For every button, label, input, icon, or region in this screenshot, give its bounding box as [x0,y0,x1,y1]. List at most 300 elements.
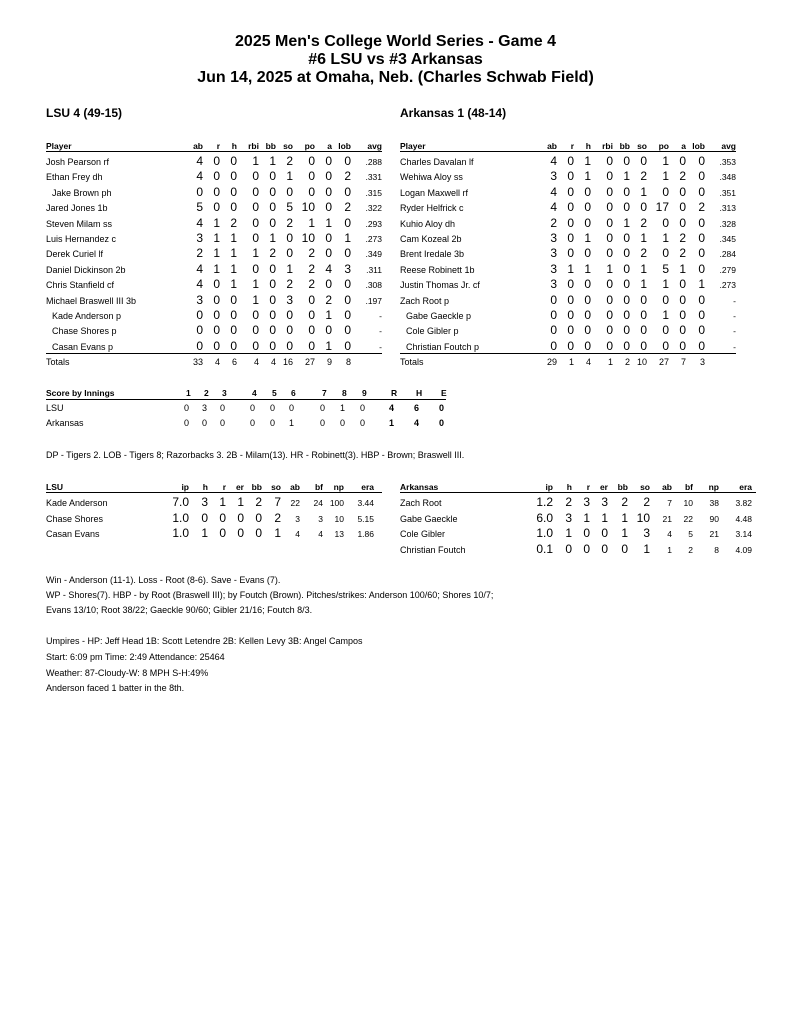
batter-avg: .288 [365,157,382,167]
batter-row [46,216,382,230]
inning-score: 0 [360,403,366,413]
batter-a: 2 [679,169,686,184]
batter-so: 0 [286,323,293,338]
rhe-header: E [441,388,447,398]
totals-ab: 33 [192,357,203,367]
batter-name: Cam Kozeal 2b [400,234,462,244]
batter-name: Justin Thomas Jr. cf [400,280,480,291]
batter-h: 0 [230,292,237,307]
batter-name: Luis Hernandez c [46,234,117,244]
inning-score: 0 [320,418,326,428]
pitcher-so: 7 [274,495,281,509]
weather-line: Weather: 87-Cloudy-W: 8 MPH S-H:49% [46,668,209,678]
batter-h: 0 [584,338,591,353]
batter-po: 0 [308,323,315,338]
totals-po: 27 [658,357,669,367]
header-ip: ip [181,482,189,492]
batter-rbi: 1 [252,154,259,168]
batter-r: 1 [213,231,220,245]
batter-r: 0 [567,338,574,353]
arkansas-team-heading: Arkansas 1 (48-14) [400,106,507,120]
pitcher-era: 1.86 [357,529,374,539]
batter-lob: 0 [698,308,705,322]
batter-po: 0 [662,184,669,199]
header-lob: lob [692,141,705,151]
batter-avg: .328 [719,218,736,229]
batter-so: 1 [286,261,293,276]
batter-name: Casan Evans p [52,341,114,352]
pitcher-np: 21 [709,529,719,539]
batter-so: 0 [286,308,293,322]
batter-avg: - [733,326,736,337]
batter-po: 1 [662,154,669,168]
batter-name: Chris Stanfield cf [46,280,115,291]
batter-rbi: 0 [252,231,259,245]
arkansas-pitching-table [400,481,756,561]
batter-r: 0 [213,292,220,307]
pitcher-name: Chase Shores [46,513,104,524]
totals-rbi: 1 [607,357,613,367]
batter-r: 0 [213,200,220,215]
header-ab: ab [290,482,300,492]
header-bf: bf [314,482,323,492]
lsu-team-heading: LSU 4 (49-15) [46,106,123,120]
batter-a: 0 [679,308,686,322]
header-po: po [304,141,315,151]
batter-po: 1 [662,231,669,245]
batter-rbi: 1 [606,261,613,276]
pitcher-h: 0 [565,541,572,556]
pitching-rule [400,492,756,493]
batter-ab: 5 [196,200,203,215]
batter-so: 0 [640,323,647,338]
batter-bb: 1 [269,231,276,245]
batter-avg: .353 [719,157,736,167]
linescore-team: LSU [46,403,64,413]
batter-a: 0 [325,200,332,215]
batter-so: 1 [286,169,293,184]
header-player: Player [400,141,426,151]
totals-r: 4 [214,357,220,367]
header-bb: bb [265,141,276,151]
decision-line: Win - Anderson (11-1). Loss - Root (8-6). Save - Evans (7). [46,575,281,585]
batter-row [46,185,382,199]
batter-po: 0 [308,308,315,322]
batter-bb: 0 [623,261,630,276]
batter-a: 1 [679,261,686,276]
pitcher-ab: 3 [295,513,300,524]
batter-bb: 0 [623,231,630,245]
batter-so: 1 [640,231,647,245]
batter-lob: 0 [698,323,705,338]
batter-name: Zach Root p [400,295,450,306]
batter-ab: 0 [550,292,557,307]
batter-lob: 0 [344,308,351,322]
batter-po: 1 [308,215,315,230]
batter-row [46,277,382,291]
inning-number: 4 [252,388,257,398]
pitcher-h: 3 [565,510,572,525]
batter-so: 2 [286,154,293,168]
batter-a: 4 [325,261,332,276]
pitcher-bf: 3 [318,513,323,524]
batter-ab: 3 [196,292,203,307]
header-era: era [739,482,752,492]
header-r: r [586,482,590,492]
batter-lob: 0 [344,215,351,230]
batter-ab: 3 [550,169,557,184]
batter-po: 1 [662,308,669,322]
batter-po: 0 [308,338,315,353]
pitcher-bb: 1 [621,510,628,525]
batter-lob: 0 [698,292,705,307]
pitcher-name: Gabe Gaeckle [400,513,458,524]
batter-lob: 1 [344,231,351,245]
pitcher-er: 1 [237,495,244,509]
batter-a: 2 [679,246,686,261]
batter-a: 0 [325,231,332,245]
batter-bb: 1 [623,215,630,230]
batter-name: Ryder Helfrick c [400,203,464,214]
batter-avg: - [379,311,382,321]
header-r: r [222,482,226,492]
batter-avg: .284 [719,249,736,260]
batter-so: 0 [640,292,647,307]
batter-so: 1 [640,184,647,199]
pitcher-so: 10 [636,510,650,525]
pitching-team: LSU [46,482,63,492]
inning-score: 0 [220,418,226,428]
batter-rbi: 0 [252,308,259,322]
batter-so: 0 [286,246,293,261]
pitcher-er: 3 [601,495,608,509]
batter-ab: 0 [196,308,203,322]
pitching-team: Arkansas [400,482,439,492]
batter-row [46,323,382,337]
pitcher-bf: 22 [683,513,693,524]
batter-a: 0 [325,323,332,338]
pitcher-np: 13 [334,529,344,539]
batter-rbi: 0 [252,215,259,230]
batter-a: 1 [325,215,332,230]
totals-so: 16 [282,357,293,367]
pitcher-name: Casan Evans [46,529,100,539]
batter-so: 0 [640,338,647,353]
batter-lob: 0 [698,261,705,276]
linescore-rule [46,399,446,400]
batter-ab: 4 [196,169,203,184]
header-era: era [361,482,374,492]
pitcher-h: 1 [201,526,208,540]
batter-rbi: 0 [252,323,259,338]
batter-name: Christian Foutch p [406,341,480,352]
pitcher-bb: 2 [255,495,262,509]
inning-number: 3 [222,388,227,398]
batter-rbi: 0 [606,169,613,184]
batter-avg: .273 [365,234,382,244]
batter-name: Steven Milam ss [46,218,113,229]
pitcher-bb: 0 [621,541,628,556]
inning-score: 0 [320,403,326,413]
pitcher-name: Zach Root [400,498,442,508]
batter-r: 1 [213,215,220,230]
batter-a: 0 [679,154,686,168]
batter-h: 1 [584,231,591,245]
pitcher-era: 5.15 [357,513,374,524]
batter-r: 0 [567,215,574,230]
batter-lob: 0 [344,277,351,292]
totals-lob: 3 [699,357,705,367]
batter-po: 1 [662,169,669,184]
totals-row [46,356,382,370]
batter-r: 0 [567,308,574,322]
batter-avg: .322 [365,203,382,214]
rhe-value: 1 [389,418,395,428]
batter-ab: 2 [550,215,557,230]
batter-row [46,339,382,353]
batter-h: 0 [584,200,591,215]
batter-row [46,169,382,183]
batter-ab: 3 [550,246,557,261]
pitcher-ip: 1.0 [536,526,553,540]
batter-row [46,308,382,322]
pitcher-r: 1 [219,495,226,509]
header-er: er [599,482,608,492]
batter-row [46,246,382,260]
inning-score: 0 [202,418,208,428]
batter-ab: 4 [550,154,557,168]
batter-faced-note: Anderson faced 1 batter in the 8th. [46,683,185,693]
batter-rbi: 0 [252,200,259,215]
batter-bb: 0 [269,308,276,322]
batter-rbi: 0 [606,277,613,292]
batter-lob: 0 [344,292,351,307]
batter-r: 1 [567,261,574,276]
batter-a: 0 [679,323,686,338]
batter-rbi: 0 [606,308,613,322]
batter-bb: 0 [623,338,630,353]
inning-score: 3 [202,403,208,413]
pitcher-ip: 7.0 [172,495,189,509]
pitcher-bf: 24 [313,498,323,508]
batter-ab: 0 [550,308,557,322]
pitcher-bb: 0 [255,526,262,540]
inning-number: 6 [291,388,296,398]
batter-h: 0 [584,292,591,307]
pitcher-row [400,526,756,540]
batter-rbi: 0 [606,154,613,168]
batter-rbi: 0 [606,231,613,245]
batter-r: 0 [567,323,574,338]
pitcher-name: Kade Anderson [46,498,108,508]
pitcher-ab: 4 [667,529,672,539]
batter-name: Charles Davalan lf [400,157,474,167]
batter-row [400,154,736,168]
batter-row [400,169,736,183]
batter-so: 2 [286,277,293,292]
totals-ab: 29 [546,357,557,367]
batter-lob: 0 [698,231,705,245]
pitcher-bf: 2 [688,544,693,555]
batter-bb: 0 [623,154,630,168]
arkansas-batting-table [400,140,736,372]
pitcher-row [46,526,382,540]
batter-lob: 0 [698,215,705,230]
pitcher-row [46,511,382,525]
inning-score: 1 [340,403,346,413]
rhe-header: R [391,388,398,398]
batter-ab: 3 [550,277,557,292]
batter-po: 2 [308,246,315,261]
pitcher-era: 4.09 [735,544,752,555]
batter-r: 0 [213,338,220,353]
header-ab: ab [547,141,557,151]
pitcher-row [400,511,756,525]
batter-rbi: 0 [606,292,613,307]
linescore-team: Arkansas [46,418,84,428]
pitcher-name: Cole Gibler [400,529,446,539]
batter-h: 0 [230,169,237,184]
batter-bb: 0 [269,277,276,292]
batter-a: 0 [679,184,686,199]
pitcher-h: 1 [565,526,572,540]
header-bb: bb [251,482,262,492]
header-h: h [566,482,572,492]
pitcher-er: 0 [237,510,244,525]
header-rbi: rbi [602,141,613,151]
batter-ab: 0 [196,338,203,353]
batter-name: Daniel Dickinson 2b [46,264,126,275]
inning-number: 8 [342,388,347,398]
batter-avg: .293 [365,218,382,229]
inning-score: 0 [250,403,256,413]
batter-name: Logan Maxwell rf [400,187,469,198]
batter-row [400,262,736,276]
pitcher-r: 1 [583,510,590,525]
pitcher-ab: 21 [662,513,672,524]
batter-ab: 0 [550,323,557,338]
batter-avg: .349 [365,249,382,260]
batter-so: 0 [640,200,647,215]
batter-a: 0 [325,277,332,292]
batter-row [400,185,736,199]
batter-row [400,216,736,230]
batter-ab: 0 [196,184,203,199]
batter-rbi: 0 [606,184,613,199]
header-so: so [271,482,281,492]
header-so: so [640,482,650,492]
pitcher-er: 0 [237,526,244,540]
batter-h: 0 [230,308,237,322]
pitcher-h: 3 [201,495,208,509]
batter-bb: 0 [623,184,630,199]
batter-bb: 0 [269,261,276,276]
totals-h: 6 [231,357,237,367]
batter-h: 1 [230,261,237,276]
batter-h: 0 [230,200,237,215]
pitcher-ip: 0.1 [536,541,553,556]
batter-po: 0 [662,323,669,338]
pitcher-ab: 4 [295,529,300,539]
batter-lob: 0 [344,246,351,261]
batter-bb: 0 [623,292,630,307]
pitcher-row [46,495,382,509]
pitcher-so: 1 [643,541,650,556]
pitcher-ip: 1.0 [172,526,189,540]
header-a: a [681,141,686,151]
batter-avg: - [379,326,382,337]
batter-name: Kade Anderson p [52,311,122,321]
batter-avg: - [733,295,736,306]
inning-number: 1 [186,388,191,398]
batter-bb: 0 [269,169,276,184]
batter-avg: .308 [365,280,382,291]
batter-a: 0 [325,184,332,199]
batter-row [400,200,736,214]
pitching-rule [46,492,382,493]
lsu-batting-table [46,140,382,372]
batter-avg: .345 [719,234,736,244]
header-rbi: rbi [248,141,259,151]
linescore-label: Score by Innings [46,388,115,398]
batter-avg: - [733,341,736,352]
header-ab: ab [193,141,203,151]
batter-po: 0 [308,169,315,184]
batter-so: 2 [286,215,293,230]
totals-po: 27 [304,357,315,367]
pitcher-np: 8 [714,544,719,555]
batter-bb: 0 [269,215,276,230]
batter-name: Wehiwa Aloy ss [400,172,463,183]
batter-row [46,200,382,214]
batter-h: 1 [584,154,591,168]
batter-a: 1 [325,338,332,353]
totals-rule [400,353,736,354]
inning-number: 2 [204,388,209,398]
batter-so: 0 [640,154,647,168]
batter-avg: .273 [719,280,736,291]
batter-lob: 0 [698,154,705,168]
batter-rbi: 1 [252,246,259,261]
batter-ab: 4 [196,215,203,230]
batter-r: 0 [567,200,574,215]
batter-ab: 4 [550,200,557,215]
batter-h: 0 [584,184,591,199]
header-player: Player [46,141,72,151]
pitcher-so: 2 [274,510,281,525]
header-lob: lob [338,141,351,151]
batter-so: 3 [286,292,293,307]
batter-a: 0 [679,200,686,215]
wp-hbp-line: WP - Shores(7). HBP - by Root (Braswell III); by Foutch (Brown). Pitches/strikes: Anderson 100/60; Shores 10/7; [46,590,494,600]
batter-rbi: 0 [252,261,259,276]
batter-h: 1 [230,277,237,292]
rhe-value: 6 [414,403,420,413]
inning-score: 1 [289,418,295,428]
pitcher-r: 0 [583,526,590,540]
header-a: a [327,141,332,151]
batter-rbi: 0 [252,184,259,199]
batter-avg: .313 [719,203,736,214]
header-r: r [216,141,220,151]
umpires-line: Umpires - HP: Jeff Head 1B: Scott Letendre 2B: Kellen Levy 3B: Angel Campos [46,636,363,646]
batter-row [400,308,736,322]
batter-h: 1 [584,261,591,276]
pitcher-so: 3 [643,526,650,540]
inning-number: 5 [272,388,277,398]
batter-po: 0 [662,338,669,353]
pitcher-er: 0 [601,526,608,540]
